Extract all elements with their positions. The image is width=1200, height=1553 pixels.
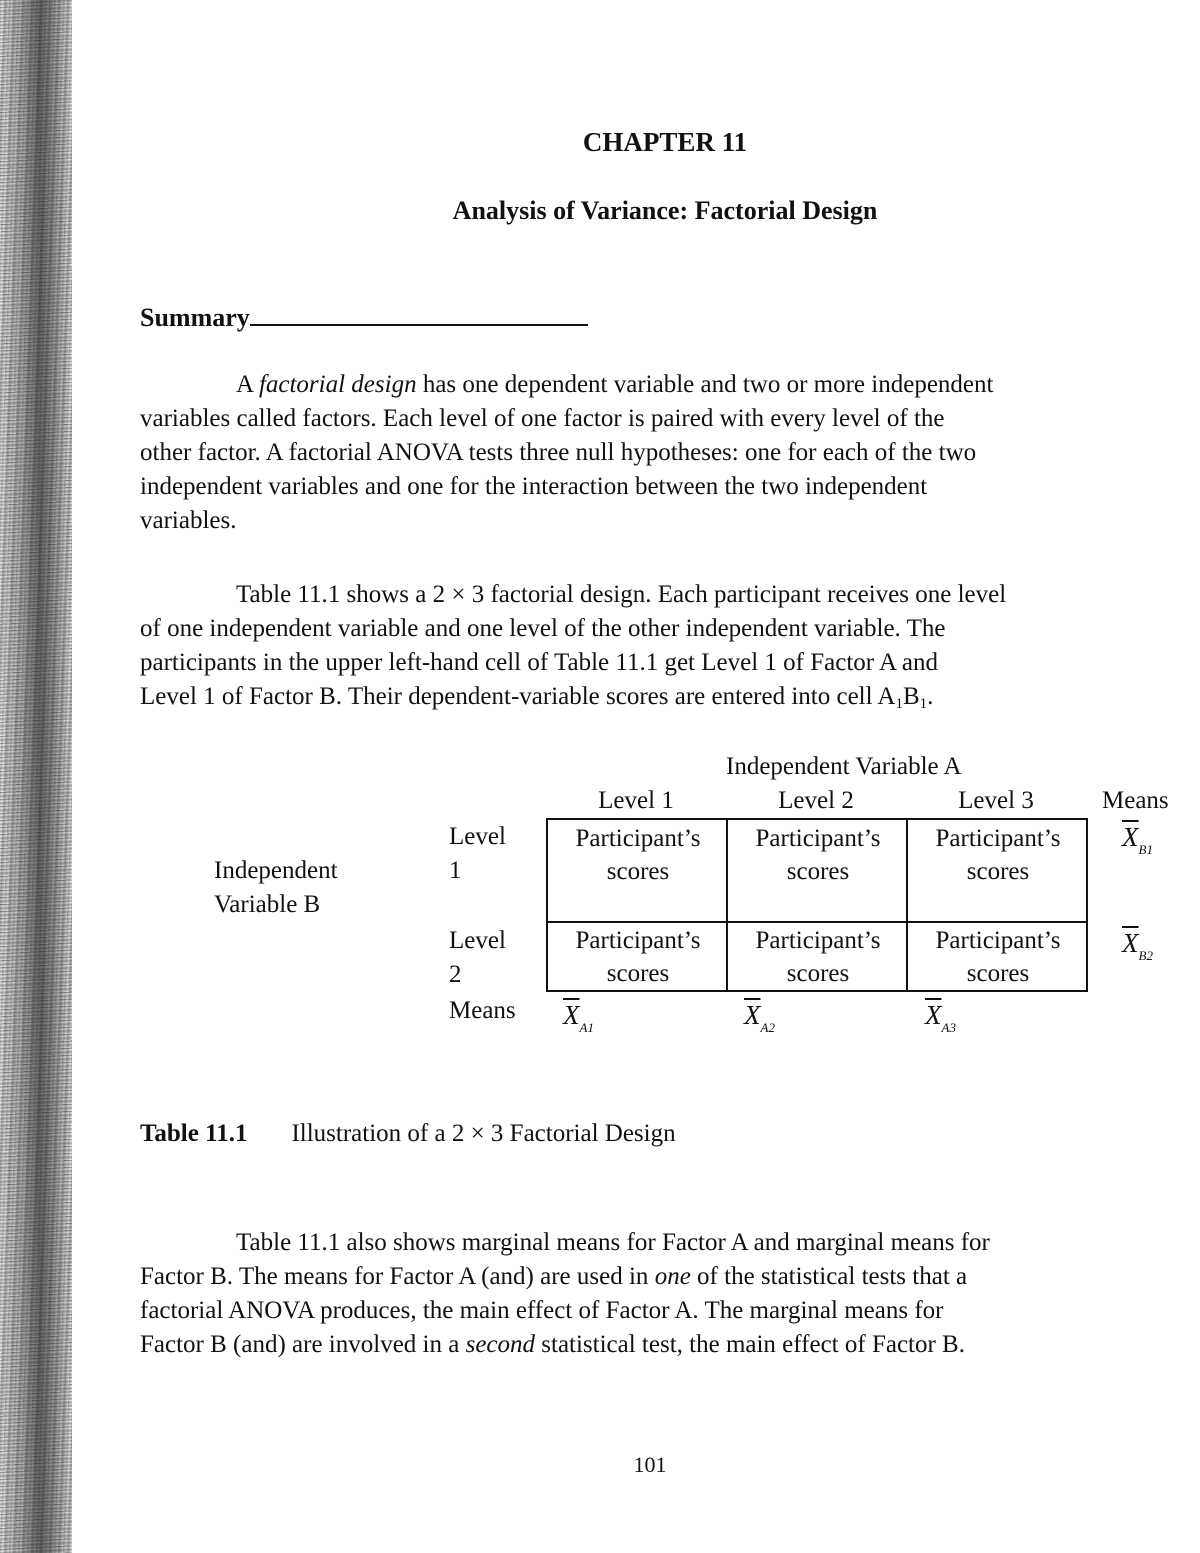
cell-a3-b2: Participant’s scores	[935, 927, 1061, 987]
row-label-level-1-number: 1	[449, 857, 462, 884]
means-row-label: Means	[449, 997, 516, 1024]
mean-a3-symbol: $\overline{X}_{A3}$	[925, 1000, 956, 1035]
chapter-subtitle: Analysis of Variance: Factorial Design	[452, 196, 878, 225]
cell-a1-b2: Participant’s scores	[575, 927, 701, 987]
scan-binding-edge	[0, 0, 72, 1553]
paragraph-1: A factorial design has one dependent variable and two or more independent variables called factors. Each level of one factor is paired with every level of the other factor. A factorial ANOVA tests three null hypotheses: one for each of the two independent variables and one for the interaction between the two independent variables.	[140, 371, 994, 534]
row-label-level-1-word: Level	[449, 823, 506, 850]
design-grid	[546, 818, 1088, 992]
table-caption-text: Illustration of a 2 × 3 Factorial Design	[291, 1120, 676, 1147]
paragraph-2: Table 11.1 shows a 2 × 3 factorial design. Each participant receives one level of one independent variable and one level of the other independent variable. The participants in the upper left-hand cell of Table 11.1 get Level 1 of Factor A and Level 1 of Factor B. Their dependent-variable scores are entered into cell $A_1B_1$.	[140, 581, 1007, 712]
chapter-heading: CHAPTER 11	[582, 127, 748, 157]
summary-underline	[250, 300, 588, 326]
cell-a3-b1: Participant’s scores	[935, 825, 1061, 885]
grid-divider	[548, 921, 1086, 923]
table-caption-number: Table 11.1	[140, 1120, 248, 1147]
column-label-level-2: Level 2	[778, 787, 854, 814]
mean-b1-symbol: $\overline{X}_{B1}$	[1122, 822, 1153, 857]
means-column-label: Means	[1102, 787, 1169, 814]
independent-variable-b-label-line1: Independent	[214, 857, 338, 884]
mean-b2-symbol: $\overline{X}_{B2}$	[1122, 928, 1153, 963]
page-number: 101	[633, 1452, 667, 1477]
cell-a1-b1: Participant’s scores	[575, 825, 701, 885]
cell-a2-b1: Participant’s scores	[755, 825, 881, 885]
cell-a2-b2: Participant’s scores	[755, 927, 881, 987]
independent-variable-b-label-line2: Variable B	[214, 891, 321, 918]
row-label-level-2-word: Level	[449, 927, 506, 954]
column-label-level-3: Level 3	[958, 787, 1034, 814]
row-label-level-2-number: 2	[449, 961, 462, 988]
paragraph-3: Table 11.1 also shows marginal means for Factor A and marginal means for Factor B. The means for Factor A (and) are used in one of the statistical tests that a factorial ANOVA produces, the main effect of Factor A. The marginal means for Factor B (and) are involved in a second statistical test, the main effect of Factor B.	[140, 1229, 990, 1358]
summary-heading: Summary	[140, 300, 588, 333]
table-caption	[140, 1120, 676, 1148]
column-label-level-1: Level 1	[598, 787, 674, 814]
mean-a2-symbol: $\overline{X}_{A2}$	[744, 1000, 775, 1035]
mean-a1-symbol: $\overline{X}_{A1}$	[563, 1000, 594, 1035]
independent-variable-a-header: Independent Variable A	[726, 753, 962, 780]
